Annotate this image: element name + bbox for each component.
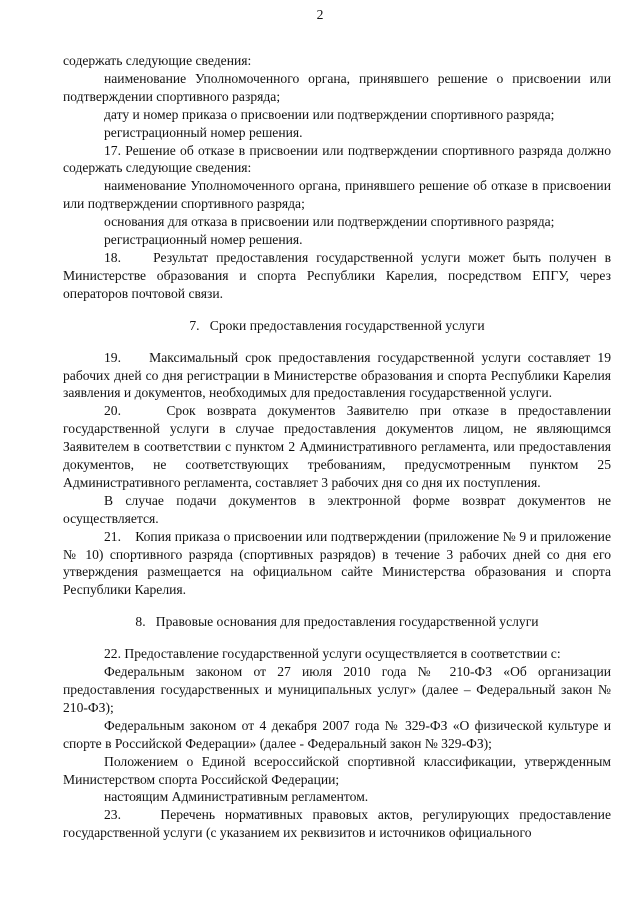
page-number: 2 [316,7,324,22]
section-heading: 8. Правовые основания для предоставления государственной услуги [135,614,539,630]
paragraph: 20. Срок возврата документов Заявителю при отказе в предоставлении государственной услуги в случае предоставления документов лицом, не являющимся Заявителем в соответствии с пунктом 2 Административного регламента, или предоставления документов, не соответствующих требованиям, предусмотренным пунктом 25 Административного регламента, составляет 3 рабочих дня со дня их поступления. [63,403,611,490]
paragraph: В случае подачи документов в электронной форме возврат документов не осуществляется. [63,492,611,526]
paragraph: 22. Предоставление государственной услуги осуществляется в соответствии с: [104,646,561,662]
paragraph: регистрационный номер решения. [104,232,303,248]
paragraph: Федеральным законом от 4 декабря 2007 года № 329-ФЗ «О физической культуре и спорте в Российской Федерации» (далее - Федеральный закон № 329-ФЗ); [63,717,611,751]
paragraph: Федеральным законом от 27 июля 2010 года № 210-ФЗ «Об организации предоставления государственных и муниципальных услуг» (далее – Федеральный закон № 210-ФЗ); [63,664,611,715]
paragraph: 17. Решение об отказе в присвоении или подтверждении спортивного разряда должно содержать следующие сведения: [63,142,611,176]
paragraph: настоящим Административным регламентом. [104,789,369,805]
paragraph: 18. Результат предоставления государственной услуги может быть получен в Министерстве образования и спорта Республики Карелия, посредством ЕПГУ, через операторов почтовой связи. [63,249,611,301]
section-heading: 7. Сроки предоставления государственной услуги [189,317,485,333]
paragraph: 23. Перечень нормативных правовых актов, регулирующих предоставление государственной услуги (с указанием их реквизитов и источников официального [63,807,611,841]
document-body [63,52,611,842]
paragraph: наименование Уполномоченного органа, принявшего решение об отказе в присвоении или подтверждении спортивного разряда; [63,178,611,212]
paragraph: дату и номер приказа о присвоении или подтверждении спортивного разряда; [104,106,555,122]
paragraph: содержать следующие сведения: [63,53,252,68]
paragraph: 19. Максимальный срок предоставления государственной услуги составляет 19 рабочих дней со дня регистрации в Министерстве образования и спорта Республики Карелия заявления и документов, необходимых для предоставления государственной услуги. [63,349,611,401]
paragraph: регистрационный номер решения. [104,124,303,140]
paragraph: основания для отказа в присвоении или подтверждении спортивного разряда; [104,214,555,230]
paragraph: 21. Копия приказа о присвоении или подтверждении (приложение № 9 и приложение № 10) спортивного разряда (спортивных разрядов) в течение 3 рабочих дней со дня его утверждения размещается на официальном сайте Министерства образования и спорта Республики Карелия. [63,528,611,598]
paragraph: наименование Уполномоченного органа, принявшего решение о присвоении или подтверждении спортивного разряда; [63,70,611,104]
paragraph: Положением о Единой всероссийской спортивной классификации, утвержденным Министерством спорта Российской Федерации; [63,753,611,787]
